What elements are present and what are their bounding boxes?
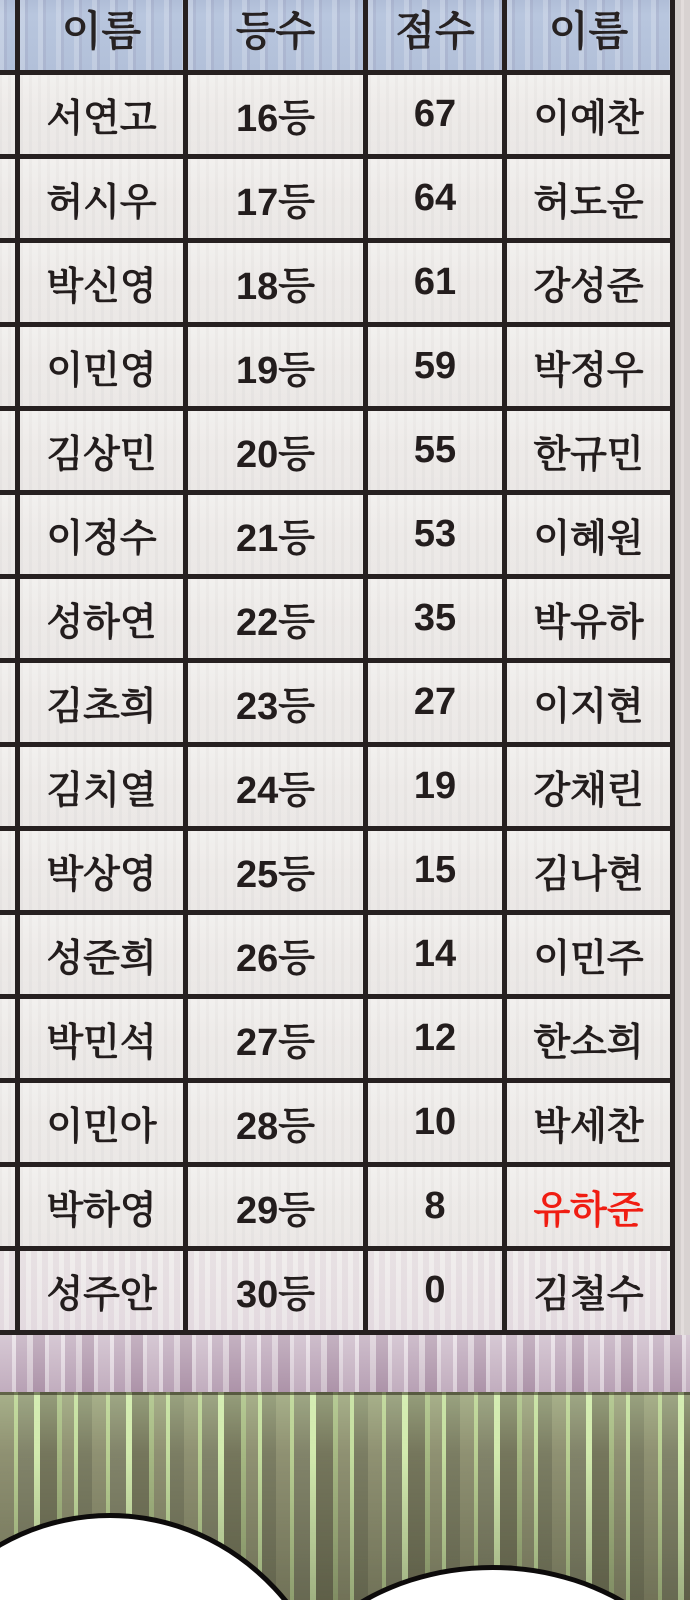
- ghost-cell: [0, 915, 15, 994]
- rank-cell: 24등: [188, 747, 363, 826]
- rank-cell: 25등: [188, 831, 363, 910]
- score-cell: 0: [368, 1251, 502, 1330]
- rank-cell: 18등: [188, 243, 363, 322]
- name-right-cell: 허도운: [507, 159, 670, 238]
- ghost-cell: [0, 75, 15, 154]
- name-left-cell: 김상민: [20, 411, 183, 490]
- score-cell: 10: [368, 1083, 502, 1162]
- name-right-cell: 박세찬: [507, 1083, 670, 1162]
- rank-cell: 28등: [188, 1083, 363, 1162]
- ghost-cell: [0, 495, 15, 574]
- name-left-cell: 이정수: [20, 495, 183, 574]
- ghost-cell: [0, 1083, 15, 1162]
- rank-cell: 26등: [188, 915, 363, 994]
- name-right-cell: 김철수: [507, 1251, 670, 1330]
- name-right-cell: 한규민: [507, 411, 670, 490]
- name-left-cell: 박민석: [20, 999, 183, 1078]
- ghost-cell: [0, 243, 15, 322]
- score-cell: 8: [368, 1167, 502, 1246]
- name-right-cell: 김나현: [507, 831, 670, 910]
- ghost-cell: [0, 1251, 15, 1330]
- rank-cell: 19등: [188, 327, 363, 406]
- name-left-cell: 허시우: [20, 159, 183, 238]
- rank-cell: 23등: [188, 663, 363, 742]
- score-cell: 59: [368, 327, 502, 406]
- header-rank: 등수: [188, 0, 363, 70]
- ghost-cell: [0, 747, 15, 826]
- rank-cell: 27등: [188, 999, 363, 1078]
- score-cell: 55: [368, 411, 502, 490]
- name-left-cell: 이민영: [20, 327, 183, 406]
- name-right-cell: 이혜원: [507, 495, 670, 574]
- ghost-cell: [0, 411, 15, 490]
- name-right-cell: 이지현: [507, 663, 670, 742]
- rank-cell: 30등: [188, 1251, 363, 1330]
- rank-cell: 16등: [188, 75, 363, 154]
- name-left-cell: 김치열: [20, 747, 183, 826]
- rank-cell: 17등: [188, 159, 363, 238]
- header-ghost-cell: [0, 0, 15, 70]
- score-cell: 64: [368, 159, 502, 238]
- ghost-cell: [0, 999, 15, 1078]
- header-name-left: 이름: [20, 0, 183, 70]
- ghost-cell: [0, 663, 15, 742]
- name-right-cell: 한소희: [507, 999, 670, 1078]
- name-left-cell: 성하연: [20, 579, 183, 658]
- name-left-cell: 성준희: [20, 915, 183, 994]
- score-cell: 15: [368, 831, 502, 910]
- name-left-cell: 박하영: [20, 1167, 183, 1246]
- ghost-cell: [0, 159, 15, 238]
- rank-cell: 20등: [188, 411, 363, 490]
- score-cell: 19: [368, 747, 502, 826]
- header-score: 점수: [368, 0, 502, 70]
- name-right-cell: 강채린: [507, 747, 670, 826]
- name-right-cell: 강성준: [507, 243, 670, 322]
- header-name-right: 이름: [507, 0, 670, 70]
- rank-cell: 22등: [188, 579, 363, 658]
- ghost-cell: [0, 1167, 15, 1246]
- ghost-cell: [0, 831, 15, 910]
- score-cell: 35: [368, 579, 502, 658]
- name-right-cell: 박유하: [507, 579, 670, 658]
- name-left-cell: 박신영: [20, 243, 183, 322]
- score-cell: 67: [368, 75, 502, 154]
- ghost-cell: [0, 327, 15, 406]
- name-left-cell: 김초희: [20, 663, 183, 742]
- name-right-cell: 박정우: [507, 327, 670, 406]
- name-right-cell: 이민주: [507, 915, 670, 994]
- score-cell: 27: [368, 663, 502, 742]
- name-left-cell: 서연고: [20, 75, 183, 154]
- name-right-cell: 이예찬: [507, 75, 670, 154]
- score-cell: 14: [368, 915, 502, 994]
- name-left-cell: 박상영: [20, 831, 183, 910]
- score-cell: 12: [368, 999, 502, 1078]
- score-cell: 53: [368, 495, 502, 574]
- rank-cell: 21등: [188, 495, 363, 574]
- score-cell: 61: [368, 243, 502, 322]
- name-right-cell: 유하준: [507, 1167, 670, 1246]
- rank-cell: 29등: [188, 1167, 363, 1246]
- pink-stripe-band: [0, 1335, 690, 1392]
- name-left-cell: 성주안: [20, 1251, 183, 1330]
- name-left-cell: 이민아: [20, 1083, 183, 1162]
- ghost-cell: [0, 579, 15, 658]
